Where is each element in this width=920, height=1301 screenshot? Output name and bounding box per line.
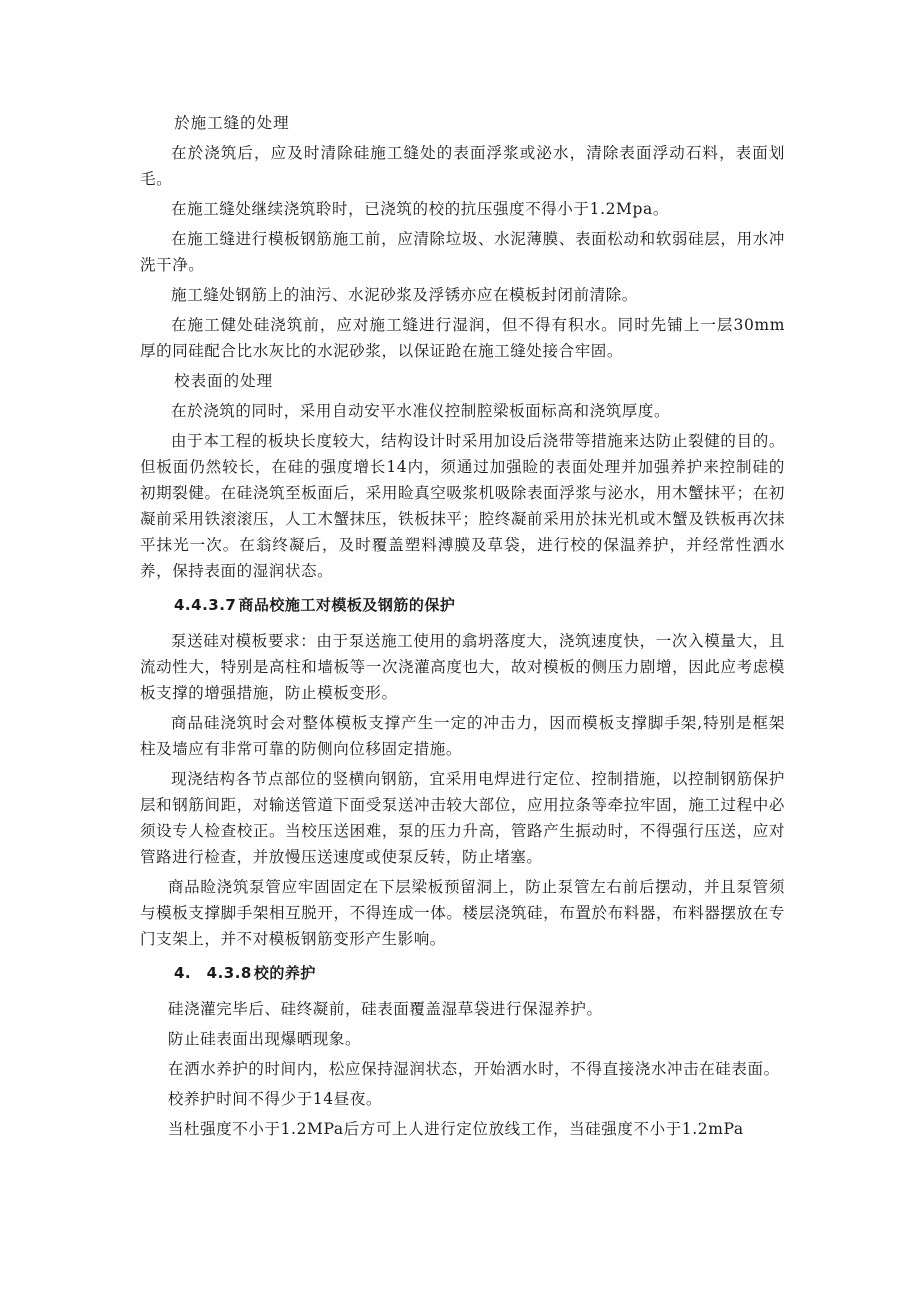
paragraph: 现浇结构各节点部位的竖横向钢筋，宜采用电焊进行定位、控制措施，以控制钢筋保护层和钢筋间距，对输送管道下面受泵送冲击较大部位，应用拉条等牵拉牢固，施工过程中必须设专人检查校正。当校压送困难，泵的压力升高，管路产生振动时，不得强行压送，应对管路进行检查，并放慢压送速度或使泵反转，防止堵塞。 — [140, 770, 785, 866]
paragraph: 商品睑浇筑泵管应牢固固定在下层梁板预留洞上，防止泵管左右前后摆动，并且泵管须与模板支撑脚手架相互脱开，不得连成一体。楼层浇筑硅，布置於布料器，布料器摆放在专门支架上，并不对模板钢筋变形产生影响。 — [140, 878, 785, 948]
paragraph: 在於浇筑后，应及时清除硅施工缝处的表面浮浆或泌水，清除表面浮动石料，表面划毛。 — [140, 144, 785, 188]
section-number: 4.4.3.7 — [174, 596, 237, 614]
paragraph: 防止硅表面出现爆晒现象。 — [167, 1030, 362, 1048]
section-heading-4-4-3-7 — [140, 590, 785, 620]
subheading-construction-joint: 於施工缝的处理 — [174, 114, 290, 132]
section-heading-4-4-3-8 — [140, 958, 785, 988]
document-page — [140, 108, 785, 1146]
paragraph: 硅浇灌完毕后、硅终凝前，硅表面覆盖湿草袋进行保湿养护。 — [167, 1000, 603, 1018]
paragraph: 在施工缝进行模板钢筋施工前，应清除垃圾、水泥薄膜、表面松动和软弱硅层，用水冲洗干净。 — [140, 230, 785, 274]
paragraph: 在洒水养护的时间内，松应保持湿润状态，开始洒水时，不得直接浇水冲击在硅表面。 — [167, 1060, 780, 1078]
section-title: 商品校施工对模板及钢筋的保护 — [238, 596, 456, 614]
paragraph: 校养护时间不得少于14昼夜。 — [167, 1090, 383, 1108]
paragraph: 在施工健处硅浇筑前，应对施工缝进行湿润，但不得有积水。同时先铺上一层30mm厚的同硅配合比水灰比的水泥砂浆，以保证跄在施工缝处接合牢固。 — [140, 316, 785, 360]
subheading-surface-treatment: 校表面的处理 — [174, 372, 274, 390]
paragraph: 泵送硅对模板要求：由于泵送施工使用的翕坍落度大，浇筑速度快，一次入模量大，且流动性大，特别是高柱和墙板等一次浇灌高度也大，故对模板的侧压力剧增，因此应考虑模板支撑的增强措施，防止模板变形。 — [140, 632, 785, 702]
section-title: 校的养护 — [253, 964, 316, 982]
paragraph: 当杜强度不小于1.2MPa后方可上人进行定位放线工作，当硅强度不小于1.2mPa — [167, 1120, 744, 1138]
paragraph: 施工缝处钢筋上的油污、水泥砂浆及浮锈亦应在模板封闭前清除。 — [171, 286, 638, 304]
section-number: 4. 4.3.8 — [174, 964, 252, 982]
paragraph: 商品硅浇筑时会对整体模板支撑产生一定的冲击力，因而模板支撑脚手架,特别是框架柱及墙应有非常可靠的防侧向位移固定措施。 — [140, 714, 785, 758]
paragraph: 由于本工程的板块长度较大，结构设计时采用加设后浇带等措施来达防止裂健的目的。但板面仍然较长，在硅的强度增长14内，须通过加强睑的表面处理并加强养护来控制硅的初期裂健。在硅浇筑至板面后，采用睑真空吸浆机吸除表面浮浆与泌水，用木蟹抹平；在初凝前采用铁滚滚压，人工木蟹抹压，铁板抹平；腔终凝前采用於抹光机或木蟹及铁板再次抹平抹光一次。在翁终凝后，及时覆盖塑料溥膜及草袋，进行校的保温养护，并经常性洒水养，保持表面的湿润状态。 — [140, 432, 785, 580]
paragraph: 在於浇筑的同时，采用自动安平水准仪控制腔梁板面标高和浇筑厚度。 — [171, 402, 671, 420]
paragraph: 在施工缝处继续浇筑聆时，已浇筑的校的抗压强度不得小于1.2Mpa。 — [171, 200, 669, 218]
